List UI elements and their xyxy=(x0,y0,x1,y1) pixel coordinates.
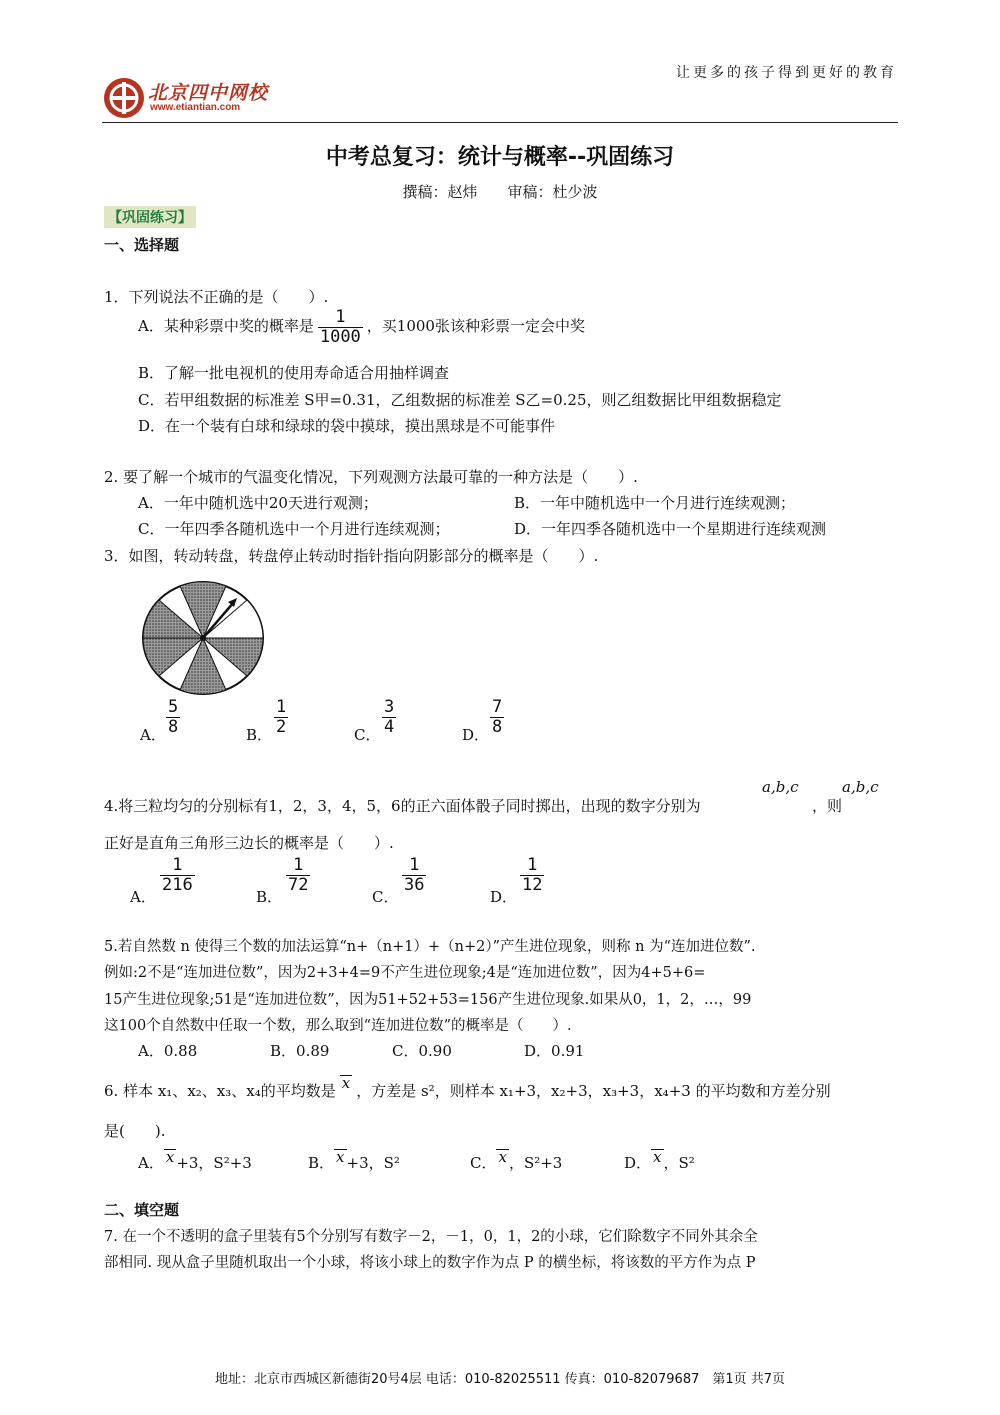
q4-options xyxy=(130,856,570,906)
frac-den: 4 xyxy=(384,716,395,737)
q1-fraction xyxy=(318,308,363,346)
q4-line2: 正好是直角三角形三边长的概率是（ ）. xyxy=(104,834,394,852)
q6-option-label: A． xyxy=(138,1154,164,1172)
q6-option-label: C． xyxy=(470,1154,497,1172)
q3-option-a-label: A． xyxy=(140,726,166,744)
q3-option-c-frac xyxy=(382,698,396,736)
authors-line: 撰稿：赵炜 审稿：杜少波 xyxy=(402,183,598,201)
q5-option-c: C．0.90 xyxy=(392,1042,452,1060)
page-title: 中考总复习：统计与概率--巩固练习 xyxy=(325,145,675,170)
q6-option-text: +3，S²+3 xyxy=(176,1154,252,1172)
q6-option-d xyxy=(624,1148,695,1173)
frac-den: 8 xyxy=(492,716,503,737)
q6-option-a xyxy=(138,1148,252,1173)
q7-line2: 部相同. 现从盒子里随机取出一个小球，将该小球上的数字作为点 P 的横坐标，将该数的平方作为点 P xyxy=(104,1255,756,1271)
q5-option-d: D．0.91 xyxy=(524,1042,585,1060)
frac-den: 216 xyxy=(162,874,193,895)
school-logo xyxy=(102,76,302,120)
q3-option-d-frac xyxy=(490,698,504,736)
slogan: 让更多的孩子得到更好的教育 xyxy=(676,65,897,81)
q6-mean-symbol: x xyxy=(341,1074,351,1092)
q6-mean-symbol: x xyxy=(165,1148,175,1166)
q6-mean-symbol: x xyxy=(336,1148,345,1166)
q4-mid: ，则 xyxy=(812,797,843,815)
q1-option-b: B．了解一批电视机的使用寿命适合用抽样调查 xyxy=(138,364,450,382)
frac-den: 36 xyxy=(404,874,425,895)
q4-option-b-frac xyxy=(286,856,310,894)
q4-vars-1: a,b,c xyxy=(762,778,799,796)
section-choice-heading: 一、选择题 xyxy=(104,236,180,254)
frac-num: 1 xyxy=(276,697,287,717)
spinner-wheel-icon xyxy=(140,578,270,698)
q4-option-a-frac xyxy=(160,856,195,894)
q6-post: ，方差是 s²，则样本 x₁+3，x₂+3，x₃+3，x₄+3 的平均数和方差分别 xyxy=(356,1082,831,1100)
q3-option-d-label: D． xyxy=(462,726,490,744)
q5-line3: 15产生进位现象;51是“连加进位数”，因为51+52+53=156产生进位现象.如果从0，1，2，…，99 xyxy=(104,992,752,1008)
q3-option-c-label: C． xyxy=(354,726,381,744)
frac-den: 12 xyxy=(522,874,543,895)
q6-option-text: ，S² xyxy=(663,1154,695,1172)
page-footer: 地址：北京市西城区新德街20号4层 电话：010-82025511 传真：010-82079687 第1页 共7页 xyxy=(214,1372,786,1387)
header-divider xyxy=(102,122,898,123)
q5-option-b: B．0.89 xyxy=(270,1042,330,1060)
q3-option-b-label: B． xyxy=(246,726,273,744)
q6-line2: 是( ). xyxy=(104,1122,166,1140)
q2-stem: 2. 要了解一个城市的气温变化情况，下列观测方法最可靠的一种方法是（ ）. xyxy=(104,468,638,486)
frac-den: 72 xyxy=(288,874,309,895)
brand-name: 北京四中网校 xyxy=(148,82,269,104)
q2-option-a: A．一年中随机选中20天进行观测； xyxy=(138,494,378,512)
section-tag: 【巩固练习】 xyxy=(104,206,196,228)
q6-option-label: D． xyxy=(624,1154,652,1172)
q5-line1: 5.若自然数 n 使得三个数的加法运算“n+（n+1）+（n+2）”产生进位现象，则称 n 为“连加进位数”. xyxy=(104,939,756,955)
q1-frac-den: 1000 xyxy=(319,326,361,347)
q7-line1: 7. 在一个不透明的盒子里装有5个分别写有数字－2，－1，0，1，2的小球，它们除数字不同外其余全 xyxy=(104,1229,758,1245)
q4-option-c-label: C． xyxy=(372,888,399,906)
q4-option-b-label: B． xyxy=(256,888,283,906)
q1-option-a-tail: ，买1000张该种彩票一定会中奖 xyxy=(366,317,585,336)
q2-option-c: C．一年四季各随机选中一个月进行连续观测； xyxy=(138,520,450,538)
frac-num: 1 xyxy=(402,856,426,876)
q4-option-a-label: A． xyxy=(130,888,156,906)
q6-option-label: B． xyxy=(308,1154,335,1172)
frac-num: 1 xyxy=(286,856,310,876)
q2-option-b: B．一年中随机选中一个月进行连续观测； xyxy=(514,494,796,512)
frac-num: 1 xyxy=(160,856,195,876)
q6-stem xyxy=(104,1074,831,1101)
frac-num: 1 xyxy=(520,856,544,876)
q1-option-a xyxy=(138,308,585,346)
q4-option-d-frac xyxy=(520,856,544,894)
q4-option-c-frac xyxy=(402,856,426,894)
q6-pre: 6. 样本 x₁、x₂、x₃、x₄的平均数是 xyxy=(104,1082,336,1100)
q6-option-text: +3，S² xyxy=(346,1154,400,1172)
q6-mean-symbol: x xyxy=(498,1148,507,1166)
frac-den: 8 xyxy=(168,716,179,737)
frac-den: 2 xyxy=(276,716,287,737)
logo-emblem-icon xyxy=(102,76,146,120)
q6-option-text: ，S²+3 xyxy=(508,1154,563,1172)
q4-option-d-label: D． xyxy=(490,888,518,906)
q5-line2: 例如:2不是“连加进位数”，因为2+3+4=9不产生进位现象;4是“连加进位数”，因为4+5+6= xyxy=(104,965,706,981)
frac-num: 5 xyxy=(168,697,179,717)
q6-option-c xyxy=(470,1148,563,1173)
q1-option-c: C．若甲组数据的标准差 S甲=0.31，乙组数据的标准差 S乙=0.25，则乙组数据比甲组数据稳定 xyxy=(138,391,782,409)
section-fill-heading: 二、填空题 xyxy=(104,1201,180,1219)
q6-mean-symbol: x xyxy=(653,1148,662,1166)
q3-option-b-frac xyxy=(274,698,288,736)
brand-url[interactable]: www.etiantian.com xyxy=(150,102,241,113)
q2-option-d: D．一年四季各随机选中一个星期进行连续观测 xyxy=(514,520,827,538)
q5-option-a: A．0.88 xyxy=(138,1042,198,1060)
q1-stem: 1．下列说法不正确的是（ ）. xyxy=(104,288,329,306)
q5-line4: 这100个自然数中任取一个数，那么取到“连加进位数”的概率是（ ）. xyxy=(104,1018,572,1034)
frac-num: 3 xyxy=(384,697,395,717)
q1-frac-num: 1 xyxy=(318,308,363,328)
q3-stem: 3．如图，转动转盘，转盘停止转动时指针指向阴影部分的概率是（ ）. xyxy=(104,547,599,565)
q4-stem: 4.将三粒均匀的分别标有1，2，3，4，5，6的正六面体骰子同时掷出，出现的数字分别为 xyxy=(104,797,701,815)
q4-vars-2: a,b,c xyxy=(842,778,879,796)
q6-option-b xyxy=(308,1148,400,1173)
frac-num: 7 xyxy=(492,697,503,717)
q1-option-d: D．在一个装有白球和绿球的袋中摸球，摸出黑球是不可能事件 xyxy=(138,417,556,435)
q1-option-a-text: A．某种彩票中奖的概率是 xyxy=(138,317,314,336)
q3-option-a-frac xyxy=(166,698,180,736)
spinner-figure xyxy=(140,578,270,702)
